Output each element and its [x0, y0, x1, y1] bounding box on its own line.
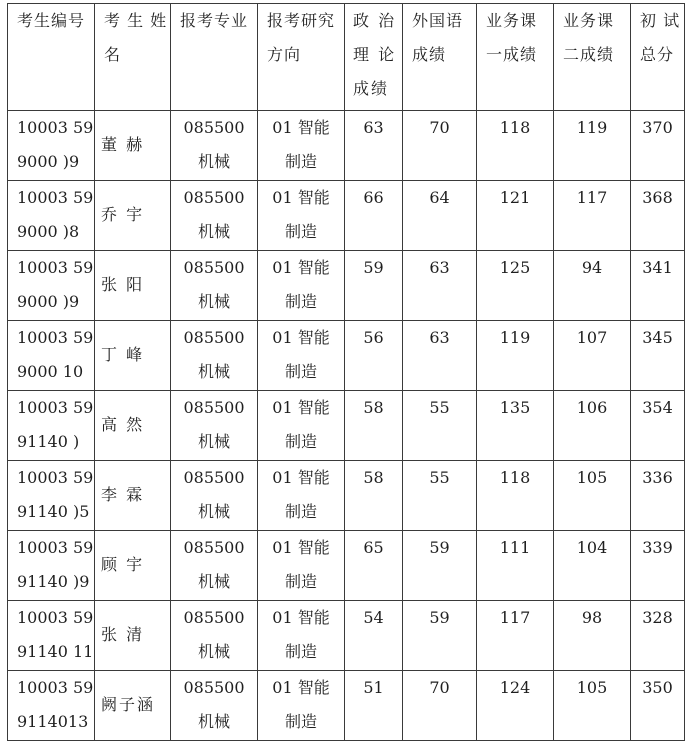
- score-table-container: [7, 3, 685, 741]
- header-politics: [345, 4, 403, 111]
- course-one-score: 119: [477, 321, 554, 391]
- candidate-id-cell: [8, 321, 95, 391]
- major-code: 085500: [183, 468, 245, 487]
- course-one-score: 118: [477, 461, 554, 531]
- foreign-language-score: 64: [403, 181, 477, 251]
- candidate-name-cell: [95, 251, 171, 321]
- major-name: 机械: [197, 642, 230, 661]
- header-course1-line2: 一成绩: [486, 45, 538, 64]
- candidate-id-line2: 9000 10: [17, 362, 84, 381]
- candidate-id-line1: 10003 59: [17, 188, 94, 207]
- table-row: [8, 181, 685, 251]
- candidate-id-cell: [8, 601, 95, 671]
- header-candidate-id: [8, 4, 95, 111]
- major-code: 085500: [183, 258, 245, 277]
- course-one-score: 135: [477, 391, 554, 461]
- header-name-line1: 考 生 姓: [104, 11, 168, 30]
- major-code: 085500: [183, 538, 245, 557]
- candidate-name-cell: [95, 601, 171, 671]
- header-politics-line3: 成绩: [353, 79, 390, 98]
- header-total: [631, 4, 685, 111]
- politics-score: 51: [345, 671, 403, 741]
- major-cell: [171, 391, 258, 461]
- table-header-row: [8, 4, 685, 111]
- direction-line1: 01 智能: [272, 608, 330, 627]
- candidate-name-cell: [95, 671, 171, 741]
- header-course-one: [477, 4, 554, 111]
- direction-cell: [258, 391, 345, 461]
- foreign-language-score: 55: [403, 391, 477, 461]
- foreign-language-score: 63: [403, 321, 477, 391]
- direction-line2: 制造: [284, 642, 317, 661]
- table-row: [8, 531, 685, 601]
- candidate-id-cell: [8, 391, 95, 461]
- candidate-id-cell: [8, 251, 95, 321]
- major-name: 机械: [197, 362, 230, 381]
- politics-score: 65: [345, 531, 403, 601]
- major-cell: [171, 461, 258, 531]
- candidate-name: 乔 宇: [101, 205, 145, 224]
- direction-cell: [258, 671, 345, 741]
- candidate-name-cell: [95, 461, 171, 531]
- course-two-score: 119: [554, 111, 631, 181]
- course-two-score: 104: [554, 531, 631, 601]
- candidate-id-line2: 9000 )9: [17, 152, 80, 171]
- candidate-id-line2: 91140 ): [17, 432, 80, 451]
- major-cell: [171, 251, 258, 321]
- direction-line2: 制造: [284, 432, 317, 451]
- table-row: [8, 601, 685, 671]
- major-code: 085500: [183, 398, 245, 417]
- major-cell: [171, 181, 258, 251]
- table-row: [8, 321, 685, 391]
- candidate-name: 丁 峰: [101, 345, 145, 364]
- direction-cell: [258, 601, 345, 671]
- header-course1-line1: 业务课: [486, 11, 538, 30]
- major-name: 机械: [197, 292, 230, 311]
- total-score: 350: [631, 671, 685, 741]
- direction-line1: 01 智能: [272, 678, 330, 697]
- header-course-two: [554, 4, 631, 111]
- politics-score: 58: [345, 461, 403, 531]
- major-code: 085500: [183, 608, 245, 627]
- direction-cell: [258, 111, 345, 181]
- candidate-name: 张 阳: [101, 275, 145, 294]
- candidate-id-line2: 91140 11: [17, 642, 94, 661]
- major-name: 机械: [197, 432, 230, 451]
- total-score: 368: [631, 181, 685, 251]
- foreign-language-score: 70: [403, 111, 477, 181]
- candidate-id-line1: 10003 59: [17, 118, 94, 137]
- direction-line1: 01 智能: [272, 398, 330, 417]
- total-score: 328: [631, 601, 685, 671]
- direction-line1: 01 智能: [272, 188, 330, 207]
- course-one-score: 121: [477, 181, 554, 251]
- direction-line2: 制造: [284, 292, 317, 311]
- course-two-score: 98: [554, 601, 631, 671]
- candidate-id-cell: [8, 181, 95, 251]
- header-major: [171, 4, 258, 111]
- politics-score: 66: [345, 181, 403, 251]
- foreign-language-score: 59: [403, 601, 477, 671]
- major-code: 085500: [183, 118, 245, 137]
- course-two-score: 105: [554, 461, 631, 531]
- politics-score: 54: [345, 601, 403, 671]
- candidate-name-cell: [95, 111, 171, 181]
- major-name: 机械: [197, 572, 230, 591]
- major-code: 085500: [183, 188, 245, 207]
- header-total-line2: 总分: [640, 45, 675, 64]
- header-direction-line2: 方向: [267, 45, 302, 64]
- total-score: 339: [631, 531, 685, 601]
- course-two-score: 106: [554, 391, 631, 461]
- candidate-id-line1: 10003 59: [17, 678, 94, 697]
- candidate-id-cell: [8, 111, 95, 181]
- major-cell: [171, 321, 258, 391]
- total-score: 370: [631, 111, 685, 181]
- course-two-score: 105: [554, 671, 631, 741]
- total-score: 354: [631, 391, 685, 461]
- candidate-id-line2: 9000 )8: [17, 222, 80, 241]
- course-two-score: 107: [554, 321, 631, 391]
- foreign-language-score: 59: [403, 531, 477, 601]
- candidate-id-line2: 91140 )5: [17, 502, 90, 521]
- direction-cell: [258, 461, 345, 531]
- header-politics-line2: 理 论: [353, 45, 397, 64]
- table-row: [8, 391, 685, 461]
- header-foreign-language: [403, 4, 477, 111]
- header-foreign-line2: 成绩: [412, 45, 447, 64]
- candidate-id-line1: 10003 59: [17, 328, 94, 347]
- header-total-line1: 初 试: [640, 11, 681, 30]
- candidate-name-cell: [95, 181, 171, 251]
- direction-line2: 制造: [284, 222, 317, 241]
- major-cell: [171, 531, 258, 601]
- header-id-text: 考生编号: [17, 11, 86, 30]
- candidate-id-line1: 10003 59: [17, 258, 94, 277]
- foreign-language-score: 63: [403, 251, 477, 321]
- table-row: [8, 111, 685, 181]
- candidate-name-cell: [95, 391, 171, 461]
- major-name: 机械: [197, 502, 230, 521]
- candidate-name: 张 清: [101, 625, 145, 644]
- candidate-id-line1: 10003 59: [17, 468, 94, 487]
- course-two-score: 117: [554, 181, 631, 251]
- candidate-id-cell: [8, 671, 95, 741]
- major-cell: [171, 601, 258, 671]
- direction-line1: 01 智能: [272, 328, 330, 347]
- major-name: 机械: [197, 152, 230, 171]
- candidate-name-cell: [95, 321, 171, 391]
- header-direction-line1: 报考研究: [267, 11, 336, 30]
- major-code: 085500: [183, 678, 245, 697]
- table-row: [8, 671, 685, 741]
- score-table: [7, 3, 685, 741]
- major-code: 085500: [183, 328, 245, 347]
- table-body: [8, 111, 685, 741]
- candidate-name: 高 然: [101, 415, 145, 434]
- total-score: 345: [631, 321, 685, 391]
- header-candidate-name: [95, 4, 171, 111]
- candidate-id-line2: 9000 )9: [17, 292, 80, 311]
- table-row: [8, 251, 685, 321]
- major-cell: [171, 111, 258, 181]
- course-two-score: 94: [554, 251, 631, 321]
- candidate-name: 阙子涵: [101, 695, 156, 714]
- major-name: 机械: [197, 712, 230, 731]
- candidate-name: 李 霖: [101, 485, 145, 504]
- course-one-score: 118: [477, 111, 554, 181]
- header-course2-line1: 业务课: [563, 11, 615, 30]
- direction-cell: [258, 321, 345, 391]
- candidate-name-cell: [95, 531, 171, 601]
- header-course2-line2: 二成绩: [563, 45, 615, 64]
- direction-line2: 制造: [284, 502, 317, 521]
- direction-cell: [258, 181, 345, 251]
- direction-line2: 制造: [284, 152, 317, 171]
- candidate-id-line1: 10003 59: [17, 608, 94, 627]
- candidate-id-line2: 91140 )9: [17, 572, 90, 591]
- candidate-id-line1: 10003 59: [17, 538, 94, 557]
- direction-line1: 01 智能: [272, 468, 330, 487]
- total-score: 341: [631, 251, 685, 321]
- header-direction: [258, 4, 345, 111]
- header-foreign-line1: 外国语: [412, 11, 464, 30]
- total-score: 336: [631, 461, 685, 531]
- course-one-score: 124: [477, 671, 554, 741]
- candidate-name: 董 赫: [101, 135, 145, 154]
- header-name-line2: 名: [104, 45, 122, 64]
- foreign-language-score: 70: [403, 671, 477, 741]
- candidate-id-line2: 9114013: [17, 712, 89, 731]
- major-name: 机械: [197, 222, 230, 241]
- course-one-score: 125: [477, 251, 554, 321]
- foreign-language-score: 55: [403, 461, 477, 531]
- politics-score: 56: [345, 321, 403, 391]
- direction-cell: [258, 251, 345, 321]
- major-cell: [171, 671, 258, 741]
- direction-line2: 制造: [284, 572, 317, 591]
- politics-score: 63: [345, 111, 403, 181]
- course-one-score: 117: [477, 601, 554, 671]
- direction-line1: 01 智能: [272, 538, 330, 557]
- politics-score: 58: [345, 391, 403, 461]
- direction-line2: 制造: [284, 362, 317, 381]
- candidate-name: 顾 宇: [101, 555, 145, 574]
- direction-cell: [258, 531, 345, 601]
- header-politics-line1: 政 治: [353, 11, 397, 30]
- direction-line2: 制造: [284, 712, 317, 731]
- politics-score: 59: [345, 251, 403, 321]
- course-one-score: 111: [477, 531, 554, 601]
- direction-line1: 01 智能: [272, 258, 330, 277]
- direction-line1: 01 智能: [272, 118, 330, 137]
- table-row: [8, 461, 685, 531]
- header-major-text: 报考专业: [180, 11, 249, 30]
- candidate-id-cell: [8, 531, 95, 601]
- candidate-id-line1: 10003 59: [17, 398, 94, 417]
- candidate-id-cell: [8, 461, 95, 531]
